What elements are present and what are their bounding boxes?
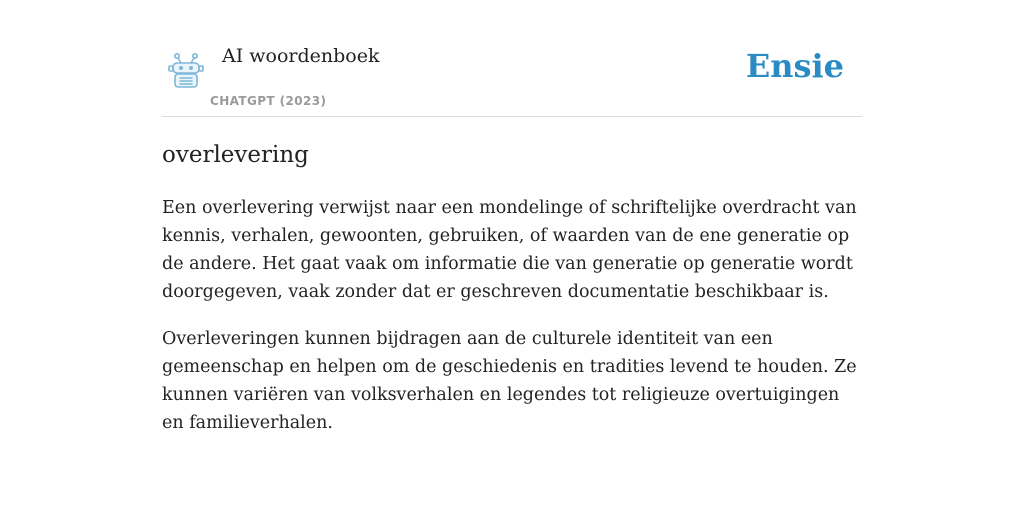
dictionary-name[interactable]: AI woordenboek [222,45,380,67]
source-label: CHATGPT (2023) [210,94,327,108]
entry-definition [162,194,862,437]
dictionary-header [162,0,862,117]
robot-icon [166,52,206,90]
definition-paragraph: Overleveringen kunnen bijdragen aan de culturele identiteit van een gemeenschap en helpen om de geschiedenis en tradities levend te houden. Ze kunnen variëren van volksverhalen en legendes tot religieuze overtuigingen en familieverhalen. [162,329,857,433]
definition-paragraph: Een overlevering verwijst naar een mondelinge of schriftelijke overdracht van kennis, verhalen, gewoonten, gebruiken, of waarden van de ene generatie op de andere. Het gaat vaak om informatie die van generatie op generatie wordt doorgegeven, vaak zonder dat er geschreven documentatie beschikbaar is. [162,198,857,302]
entry-term: overlevering [162,142,309,168]
ensie-logo[interactable]: Ensie [745,47,844,85]
content-container [162,0,862,437]
